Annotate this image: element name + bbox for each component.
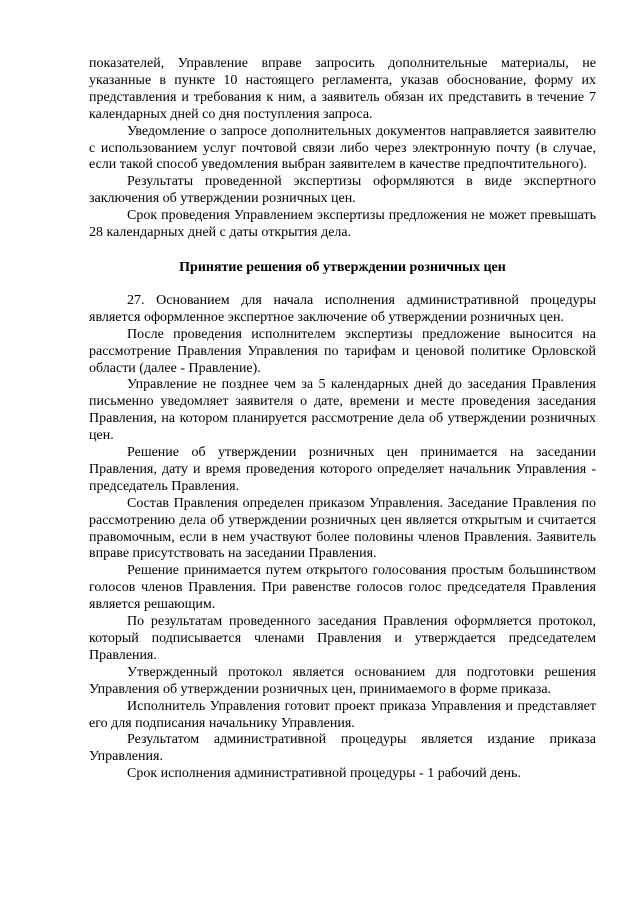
document-body	[89, 56, 596, 783]
paragraph: Решение об утверждении розничных цен принимается на заседании Правления, дату и время проведения которого определяет начальник Управления - председатель Правления.	[89, 445, 596, 494]
section-heading: Принятие решения об утверждении розничных цен	[179, 259, 506, 275]
paragraph: По результатам проведенного заседания Правления оформляется протокол, который подписывается членами Правления и утверждается председателем Правления.	[89, 614, 596, 663]
paragraph: Срок проведения Управлением экспертизы предложения не может превышать 28 календарных дней с даты открытия дела.	[89, 208, 596, 241]
paragraph: Исполнитель Управления готовит проект приказа Управления и представляет его для подписания начальнику Управления.	[89, 698, 596, 731]
paragraph: Состав Правления определен приказом Управления. Заседание Правления по рассмотрению дела об утверждении розничных цен является открытым и считается правомочным, если в нем участвуют более половины членов Правления. Заявитель вправе присутствовать на заседании Правления.	[89, 495, 596, 562]
paragraph: После проведения исполнителем экспертизы предложение выносится на рассмотрение Правления Управления по тарифам и ценовой политике Орловской области (далее - Правление).	[89, 326, 596, 376]
paragraph: Управление не позднее чем за 5 календарных дней до заседания Правления письменно уведомляет заявителя о дате, времени и месте проведения заседания Правления, на котором планируется рассмотрение дела об утверждении розничных цен.	[89, 377, 596, 444]
paragraph: Уведомление о запросе дополнительных документов направляется заявителю с использованием услуг почтовой связи либо через электронную почту (в случае, если такой способ уведомления выбран заявителем в качестве предпочтительного).	[89, 123, 596, 173]
paragraph: Утвержденный протокол является основанием для подготовки решения Управления об утверждении розничных цен, принимаемого в форме приказа.	[89, 664, 596, 697]
paragraph: Срок исполнения административной процедуры - 1 рабочий день.	[127, 766, 521, 782]
paragraph: 27. Основанием для начала исполнения административной процедуры является оформленное экспертное заключение об утверждении розничных цен.	[89, 292, 596, 325]
paragraph: Результатом административной процедуры является издание приказа Управления.	[89, 732, 596, 765]
paragraph: Результаты проведенной экспертизы оформляются в виде экспертного заключения об утверждении розничных цен.	[89, 174, 596, 207]
paragraph: показателей, Управление вправе запросить дополнительные материалы, не указанные в пункте 10 настоящего регламента, указав обоснование, форму их представления и требования к ним, а заявитель обязан их представить в течение 7 календарных дней со дня поступления запроса.	[89, 56, 596, 122]
paragraph: Решение принимается путем открытого голосования простым большинством голосов членов Правления. При равенстве голосов голос председателя Правления является решающим.	[89, 563, 596, 613]
